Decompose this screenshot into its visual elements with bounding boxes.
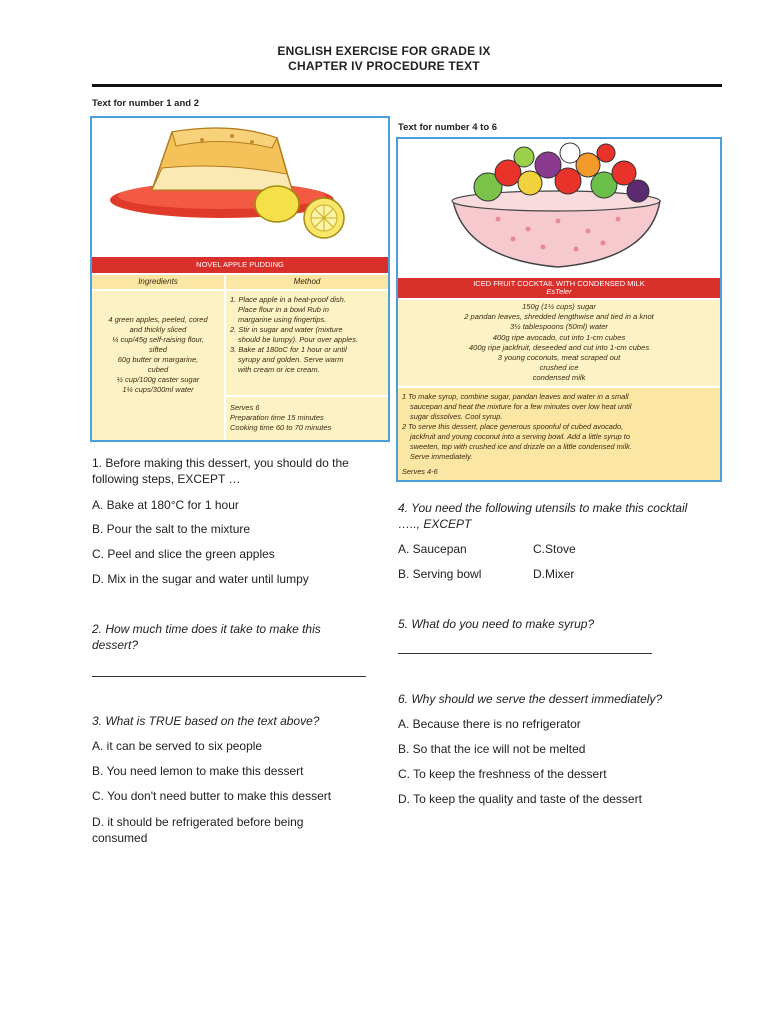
ingredient-line: ¼ cup/45g self-raising flour, [112, 335, 204, 344]
cocktail-author: EsTeler [546, 287, 572, 296]
q1-option-b: B. Pour the salt to the mixture [92, 522, 251, 536]
cocktail-ingredients [398, 300, 720, 386]
header-rule [92, 84, 722, 87]
apple-pudding-card [90, 116, 390, 442]
ingredient-line: crushed ice [539, 363, 579, 373]
q1-option-c: C. Peel and slice the green apples [92, 547, 275, 561]
q6-option-d: D. To keep the quality and taste of the dessert [398, 792, 642, 806]
question-3: 3. What is TRUE based on the text above? [92, 714, 320, 728]
apple-recipe-title: NOVEL APPLE PUDDING [92, 257, 388, 273]
q6-option-b: B. So that the ice will not be melted [398, 742, 586, 756]
prep-time-text: Preparation time 15 minutes [230, 413, 324, 422]
ingredient-line: 1¼ cups/300ml water [122, 385, 194, 394]
question-2: 2. How much time does it take to make this dessert? [92, 622, 321, 652]
ingredient-line: condensed milk [532, 373, 586, 383]
q6-option-c: C. To keep the freshness of the dessert [398, 767, 607, 781]
ingredients-list [92, 291, 224, 440]
q6-option-a: A. Because there is no refrigerator [398, 717, 581, 731]
ingredient-line: 3½ tablespoons (50ml) water [510, 322, 608, 332]
ingredient-line: 3 young coconuts, meat scraped out [497, 353, 621, 363]
step-line: sweeten, top with crushed ice and drizzle on a little condensed milk. [410, 442, 632, 451]
ingredient-line: sifted [149, 345, 167, 354]
q5-answer-line[interactable] [398, 653, 652, 654]
q2-answer-line[interactable] [92, 676, 366, 677]
cocktail-recipe-title [398, 278, 720, 298]
fruit-bowl-illustration [398, 139, 720, 271]
ingredient-line: 150g (1½ cups) sugar [522, 302, 596, 311]
left-text-label: Text for number 1 and 2 [92, 98, 199, 109]
serves-text: Serves 4-6 [402, 467, 438, 476]
serves-text: Serves 6 [230, 403, 260, 412]
method-steps [226, 291, 388, 395]
right-text-label: Text for number 4 to 6 [398, 122, 498, 133]
ingredient-line: and thickly sliced [129, 325, 187, 334]
question-4: 4. You need the following utensils to make this cocktail ….., EXCEPT [398, 501, 688, 531]
step-line: saucepan and heat the mixture for a few minutes over low heat until [410, 402, 632, 411]
step-line: jackfruit and young coconut into a serving bowl. Add a little syrup to [410, 432, 630, 441]
method-line: 3. Bake at 180oC for 1 hour or until [230, 345, 347, 354]
method-heading: Method [226, 275, 388, 289]
method-line: syrupy and golden. Serve warm [238, 355, 344, 364]
method-line: 2. Stir in sugar and water (mixture [230, 325, 343, 334]
step-line: 2 To serve this dessert, place generous spoonful of cubed avocado, [402, 422, 624, 431]
page-title: ENGLISH EXERCISE FOR GRADE IX [277, 44, 491, 58]
serving-info [226, 397, 388, 440]
method-line: Place flour in a bowl Rub in [238, 305, 329, 314]
ingredient-line: 4 green apples, peeled, cored [108, 315, 208, 324]
ingredient-line: cubed [147, 365, 169, 374]
cook-time-text: Cooking time 60 to 70 minutes [230, 423, 332, 432]
q3-option-c: C. You don't need butter to make this dessert [92, 789, 332, 803]
cocktail-steps [398, 388, 720, 480]
q4-option-b: B. Serving bowl [398, 567, 482, 581]
step-line: Serve immediately. [410, 452, 473, 461]
ingredient-line: ½ cup/100g caster sugar [116, 375, 200, 384]
step-line: sugar dissolves. Cool syrup. [410, 412, 503, 421]
q1-option-d: D. Mix in the sugar and water until lumpy [92, 572, 309, 586]
ingredient-line: 2 pandan leaves, shredded lengthwise and tied in a knot [464, 312, 654, 322]
cocktail-title-text: ICED FRUIT COCKTAIL WITH CONDENSED MILK [473, 279, 645, 288]
method-line: margarine using fingertips. [238, 315, 327, 324]
method-line: with cream or ice cream. [238, 365, 320, 374]
question-5: 5. What do you need to make syrup? [398, 617, 595, 631]
q4-option-c: C.Stove [533, 542, 576, 556]
ingredient-line: 400g ripe avocado, cut into 1-cm cubes [492, 332, 626, 342]
q3-option-d: D. it should be refrigerated before being consumed [92, 815, 304, 845]
q3-option-b: B. You need lemon to make this dessert [92, 764, 304, 778]
question-1: 1. Before making this dessert, you should do the following steps, EXCEPT … [92, 456, 349, 486]
ingredients-heading: Ingredients [92, 275, 224, 289]
fruit-cocktail-card [396, 137, 722, 482]
q3-option-a: A. it can be served to six people [92, 739, 263, 753]
page-subtitle: CHAPTER IV PROCEDURE TEXT [288, 59, 480, 73]
apple-pie-illustration [92, 118, 388, 254]
q4-option-a: A. Saucepan [398, 542, 467, 556]
ingredient-line: 400g ripe jackfruit, deseeded and cut into 1-cm cubes [468, 342, 650, 352]
step-line: 1 To make syrup, combine sugar, pandan leaves and water in a small [402, 392, 629, 401]
ingredient-line: 60g butter or margarine, [117, 355, 199, 364]
method-line: should be lumpy). Pour over apples. [238, 335, 359, 344]
q1-option-a: A. Bake at 180°C for 1 hour [92, 498, 239, 512]
question-6: 6. Why should we serve the dessert immediately? [398, 692, 663, 706]
method-line: 1. Place apple in a heat-proof dish. [230, 295, 346, 304]
q4-option-d: D.Mixer [533, 567, 575, 581]
